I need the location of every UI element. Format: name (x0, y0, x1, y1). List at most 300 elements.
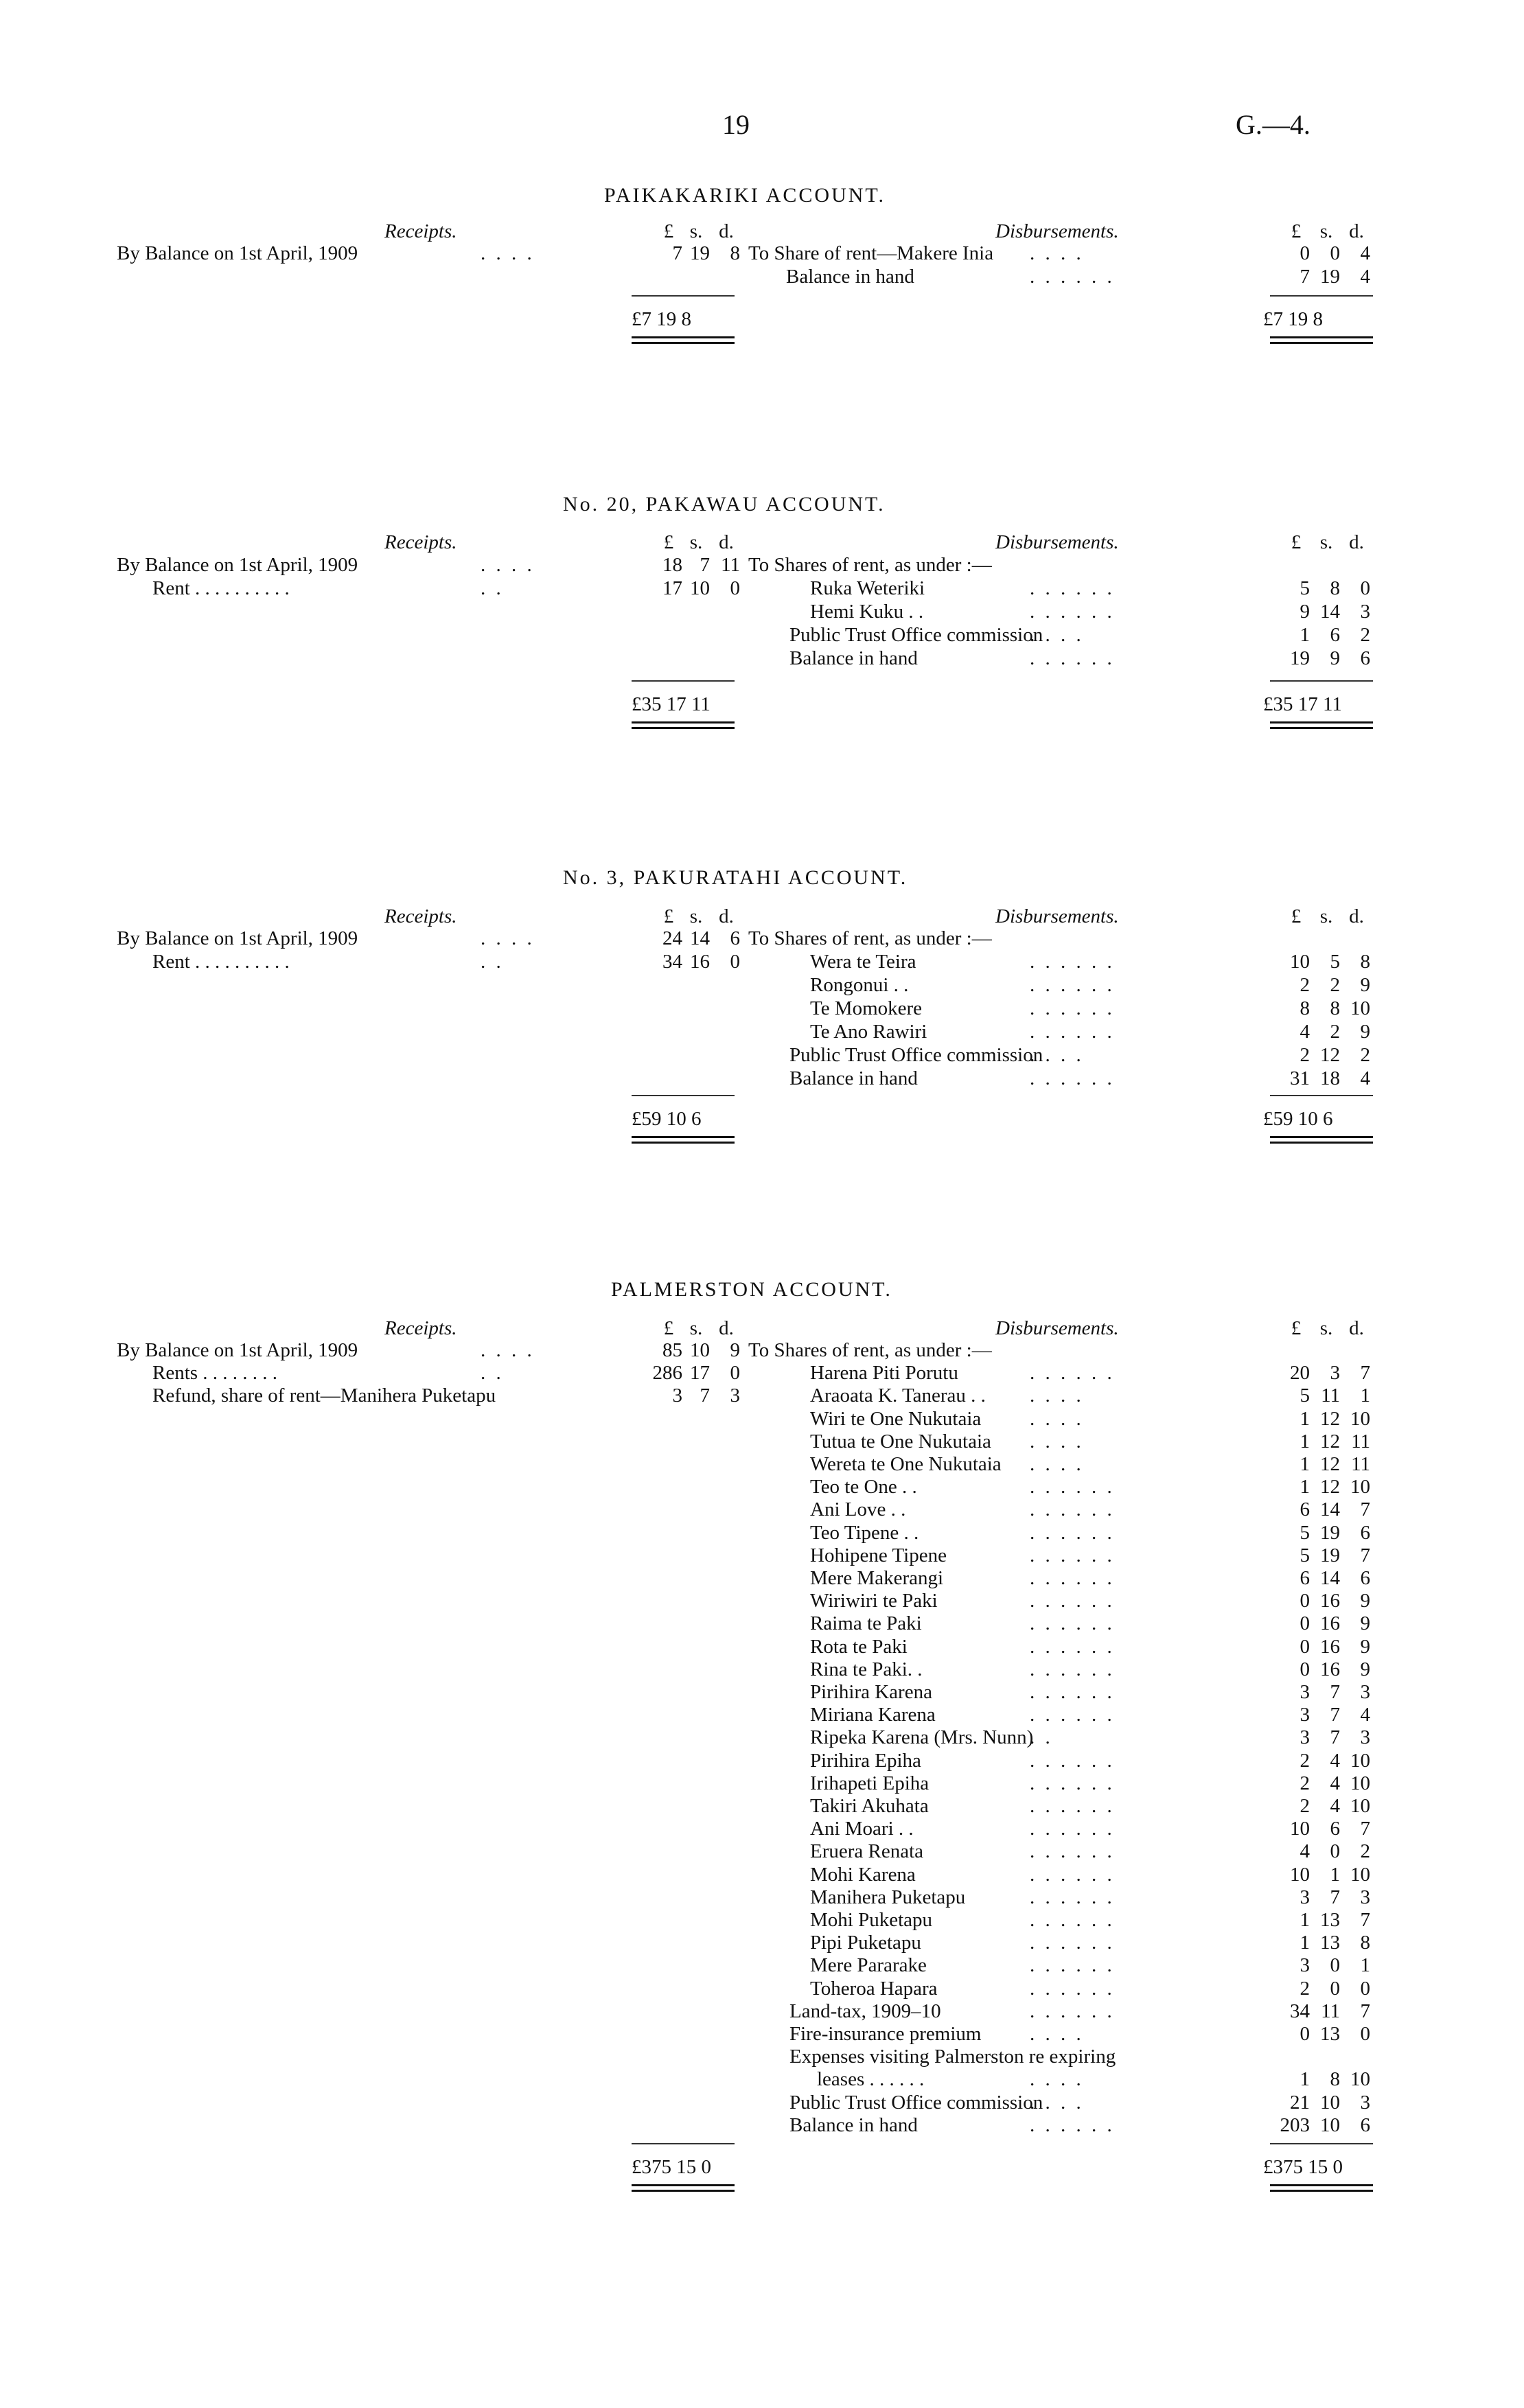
disb-money-head-shillings: s. (1319, 531, 1333, 553)
disbursement-amount-shillings: 16 (1320, 1612, 1340, 1635)
disbursement-leader: . . . . (1030, 242, 1084, 264)
disbursement-amount-pounds: 0 (1300, 2023, 1310, 2045)
receipts-total: £375 15 0 (632, 2156, 711, 2178)
receipt-amount-pence: 11 (721, 554, 740, 576)
receipts-subtotal-rule (632, 295, 735, 297)
disbursement-amount-shillings: 2 (1330, 974, 1340, 996)
disbursement-text: Ani Moari . . (810, 1818, 914, 1840)
disbursement-amount-pence: 7 (1360, 1362, 1370, 1385)
disbursement-amount-pounds: 1 (1300, 624, 1310, 646)
disbursement-amount-pence: 0 (1360, 2023, 1370, 2045)
disbursements-total-double-rule (1270, 727, 1373, 729)
receipts-total: £7 19 8 (632, 308, 691, 330)
disbursement-amount-shillings: 7 (1330, 1726, 1340, 1749)
disbursement-leader: . . . . . . (1030, 1612, 1115, 1635)
receipts-heading: Receipts. (384, 531, 457, 553)
disbursement-leader: . . . . . . (1030, 1932, 1115, 1954)
disbursement-amount-pounds: 2 (1300, 974, 1310, 996)
receipts-total-double-rule (632, 2184, 735, 2186)
receipts-money-head-shillings: s. (689, 905, 703, 927)
disbursement-text: Manihera Puketapu (810, 1886, 966, 1908)
disbursement-text: Expenses visiting Palmerston re expiring (789, 2046, 1116, 2068)
disbursement-leader: . . . . . . (1030, 1795, 1115, 1817)
disbursement-leader: . . . . . . (1030, 1067, 1115, 1089)
disbursements-total-double-rule (1270, 1142, 1373, 1144)
disbursement-leader: . . . . . . (1030, 2114, 1115, 2136)
disbursement-text: Mere Makerangi (810, 1567, 944, 1589)
disbursement-amount-pounds: 1 (1300, 1407, 1310, 1430)
receipts-money-head-pounds: £ (663, 531, 674, 553)
disbursement-leader: . . . . . . (1030, 1818, 1115, 1840)
receipt-amount-shillings: 7 (700, 1385, 710, 1407)
disbursement-text: Rina te Paki. . (810, 1658, 923, 1680)
disbursement-leader: . . . . . . (1030, 1681, 1115, 1703)
disbursement-amount-shillings: 1 (1330, 1863, 1340, 1886)
disbursement-amount-pounds: 6 (1300, 1567, 1310, 1589)
disbursement-amount-pounds: 5 (1300, 1385, 1310, 1407)
disbursement-amount-shillings: 13 (1320, 2023, 1340, 2045)
disbursement-amount-pence: 2 (1360, 624, 1370, 646)
receipts-money-head-shillings: s. (689, 1317, 703, 1339)
disbursement-amount-pounds: 1 (1300, 2068, 1310, 2091)
disbursement-leader: . . . . . . (1030, 1635, 1115, 1658)
disbursement-amount-shillings: 12 (1320, 1044, 1340, 1066)
receipt-leader: . . (481, 951, 504, 973)
receipt-text: By Balance on 1st April, 1909 (117, 554, 358, 576)
disbursements-total-double-rule (1270, 2184, 1373, 2186)
disbursements-total-double-rule (1270, 721, 1373, 723)
disbursement-amount-pounds: 1 (1300, 1909, 1310, 1931)
disbursements-subtotal-rule (1270, 1095, 1373, 1096)
disbursement-text: Toheroa Hapara (810, 1977, 938, 2000)
receipts-total-double-rule (632, 1136, 735, 1138)
receipt-amount-pounds: 85 (662, 1339, 682, 1361)
disbursement-leader: . . . . . . (1030, 1498, 1115, 1521)
disbursement-amount-shillings: 4 (1330, 1772, 1340, 1794)
receipts-money-head-pounds: £ (663, 220, 674, 242)
disbursement-leader: . . . . . . (1030, 1021, 1115, 1043)
disbursement-amount-shillings: 7 (1330, 1704, 1340, 1726)
disb-money-head-pounds: £ (1291, 1317, 1302, 1339)
disbursement-amount-shillings: 12 (1320, 1430, 1340, 1452)
disbursement-leader: . . . . . . (1030, 1704, 1115, 1726)
disbursement-leader: . . . . (1030, 1453, 1084, 1475)
disbursements-total-double-rule (1270, 336, 1373, 338)
disbursement-text: Te Momokere (810, 997, 923, 1019)
disbursement-amount-pounds: 0 (1300, 1590, 1310, 1612)
disbursement-leader: . . . . . . (1030, 601, 1115, 623)
disbursement-leader: . . . . (1030, 2091, 1084, 2114)
disbursement-text: Balance in hand (789, 1067, 918, 1089)
disbursement-amount-pence: 9 (1360, 1590, 1370, 1612)
disbursement-leader: . . . . (1030, 1430, 1084, 1452)
disbursement-amount-pounds: 31 (1290, 1067, 1310, 1089)
receipts-total-double-rule (632, 2190, 735, 2192)
receipts-money-head-pence: d. (719, 220, 734, 242)
receipt-amount-pounds: 24 (662, 927, 682, 949)
receipts-subtotal-rule (632, 2143, 735, 2144)
disb-money-head-shillings: s. (1319, 220, 1333, 242)
receipt-text: Rent . . . . . . . . . . (152, 577, 290, 599)
disbursement-amount-shillings: 13 (1320, 1932, 1340, 1954)
receipt-amount-pence: 6 (730, 927, 740, 949)
disbursement-amount-pounds: 3 (1300, 1681, 1310, 1703)
receipt-text: Rents . . . . . . . . (152, 1362, 278, 1385)
disbursement-text: Pirihira Epiha (810, 1749, 921, 1772)
disbursement-amount-shillings: 16 (1320, 1658, 1340, 1680)
disbursement-text: Ruka Weteriki (810, 577, 925, 599)
disbursement-text: Eruera Renata (810, 1840, 924, 1863)
disbursement-amount-pence: 7 (1360, 2000, 1370, 2022)
disbursement-amount-pence: 2 (1360, 1044, 1370, 1066)
receipts-money-head-pounds: £ (663, 1317, 674, 1339)
disbursement-amount-pence: 7 (1360, 1498, 1370, 1521)
disb-money-head-pence: d. (1349, 1317, 1364, 1339)
receipt-amount-pounds: 18 (662, 554, 682, 576)
page-reference: G.—4. (1236, 109, 1311, 140)
disbursement-leader: . . . . . . (1030, 1840, 1115, 1863)
disbursement-amount-shillings: 14 (1320, 601, 1340, 623)
disbursements-subtotal-rule (1270, 680, 1373, 682)
disbursement-amount-pounds: 5 (1300, 577, 1310, 599)
receipt-amount-pence: 0 (730, 1362, 740, 1385)
disbursement-text: Balance in hand (786, 266, 914, 288)
disbursement-leader: . . . . . . (1030, 1977, 1115, 2000)
receipts-money-head-pence: d. (719, 1317, 734, 1339)
disbursement-amount-pence: 10 (1350, 1795, 1370, 1817)
disbursement-amount-pence: 10 (1350, 1407, 1370, 1430)
disbursement-amount-shillings: 0 (1330, 1977, 1340, 2000)
receipt-amount-pence: 0 (730, 951, 740, 973)
disbursement-amount-pounds: 1 (1300, 1430, 1310, 1452)
disbursement-amount-pence: 10 (1350, 1476, 1370, 1498)
disbursement-text: Hemi Kuku . . (810, 601, 924, 623)
disbursement-amount-pence: 7 (1360, 1818, 1370, 1840)
disbursement-amount-shillings: 19 (1320, 1544, 1340, 1566)
disbursements-subtotal-rule (1270, 295, 1373, 297)
disbursement-amount-shillings: 14 (1320, 1498, 1340, 1521)
disbursement-amount-shillings: 12 (1320, 1407, 1340, 1430)
receipt-leader: . . (481, 1362, 504, 1385)
disbursement-amount-pounds: 5 (1300, 1521, 1310, 1544)
receipt-text: By Balance on 1st April, 1909 (117, 927, 358, 949)
disbursement-leader: . . . . . . (1030, 647, 1115, 669)
disbursement-amount-pounds: 2 (1300, 1044, 1310, 1066)
receipt-text: Rent . . . . . . . . . . (152, 951, 290, 973)
disbursement-amount-pence: 7 (1360, 1909, 1370, 1931)
disbursement-amount-shillings: 10 (1320, 2114, 1340, 2136)
disbursement-leader: . . . . (1030, 1044, 1084, 1066)
disbursements-heading: Disbursements. (995, 905, 1119, 927)
receipt-amount-pounds: 3 (672, 1385, 682, 1407)
disbursement-text: Balance in hand (789, 647, 918, 669)
receipt-amount-pounds: 286 (652, 1362, 682, 1385)
disbursement-amount-shillings: 4 (1330, 1795, 1340, 1817)
disbursement-leader: . . . . . . (1030, 2000, 1115, 2022)
disbursement-text: Fire-insurance premium (789, 2023, 982, 2045)
disbursement-amount-pence: 4 (1360, 242, 1370, 264)
disbursements-heading: Disbursements. (995, 1317, 1119, 1339)
disbursement-amount-pounds: 2 (1300, 1795, 1310, 1817)
receipt-amount-pounds: 17 (662, 577, 682, 599)
disbursement-leader: . . . . (1030, 1407, 1084, 1430)
disbursement-leader: . . . . . . (1030, 1362, 1115, 1385)
disbursement-leader: . . . . . . (1030, 1567, 1115, 1589)
receipts-total-double-rule (632, 721, 735, 723)
receipts-money-head-shillings: s. (689, 531, 703, 553)
disbursement-text: To Share of rent—Makere Inia (748, 242, 994, 264)
account-title: PALMERSTON ACCOUNT. (611, 1278, 892, 1301)
disbursement-text: Mohi Karena (810, 1863, 916, 1886)
disbursement-amount-pounds: 19 (1290, 647, 1310, 669)
disbursement-amount-pence: 3 (1360, 1681, 1370, 1703)
disbursement-amount-pounds: 0 (1300, 1612, 1310, 1635)
disbursement-amount-shillings: 19 (1320, 266, 1340, 288)
receipts-money-head-shillings: s. (689, 220, 703, 242)
disbursement-text: Pirihira Karena (810, 1681, 932, 1703)
disbursement-amount-pounds: 4 (1300, 1840, 1310, 1863)
disbursement-amount-shillings: 19 (1320, 1521, 1340, 1544)
receipts-money-head-pence: d. (719, 531, 734, 553)
disbursement-text: To Shares of rent, as under :— (748, 1339, 992, 1361)
receipts-total: £59 10 6 (632, 1108, 702, 1130)
disbursement-amount-pounds: 10 (1290, 1818, 1310, 1840)
disbursement-amount-shillings: 16 (1320, 1635, 1340, 1658)
disbursement-amount-shillings: 11 (1321, 1385, 1340, 1407)
disb-money-head-pounds: £ (1291, 531, 1302, 553)
disbursement-text: Takiri Akuhata (810, 1795, 929, 1817)
disbursement-amount-pence: 8 (1360, 1932, 1370, 1954)
page-number: 19 (722, 109, 750, 140)
disbursement-amount-pence: 10 (1350, 997, 1370, 1019)
disbursement-amount-pence: 11 (1351, 1430, 1370, 1452)
disbursements-total-double-rule (1270, 1136, 1373, 1138)
disbursement-text: Hohipene Tipene (810, 1544, 947, 1566)
disbursement-amount-pounds: 1 (1300, 1932, 1310, 1954)
disbursement-amount-pounds: 1 (1300, 1453, 1310, 1475)
disbursement-amount-pence: 0 (1360, 577, 1370, 599)
disbursements-heading: Disbursements. (995, 220, 1119, 242)
disbursement-text: Mere Pararake (810, 1954, 927, 1977)
disbursement-amount-pounds: 7 (1300, 266, 1310, 288)
receipt-text: Refund, share of rent—Manihera Puketapu (152, 1385, 496, 1407)
disbursement-leader: . . . . . . (1030, 1476, 1115, 1498)
disbursement-text: Public Trust Office commission (789, 1044, 1043, 1066)
disbursement-leader: . . . . . . (1030, 1954, 1115, 1977)
disbursement-leader: . . . . . . (1030, 1909, 1115, 1931)
receipt-amount-pounds: 34 (662, 951, 682, 973)
disbursements-total: £59 10 6 (1263, 1108, 1333, 1130)
disbursement-amount-pence: 6 (1360, 647, 1370, 669)
disbursement-amount-pounds: 0 (1300, 1635, 1310, 1658)
disb-money-head-pounds: £ (1291, 220, 1302, 242)
disbursements-subtotal-rule (1270, 2143, 1373, 2144)
disb-money-head-pence: d. (1349, 531, 1364, 553)
receipt-amount-pence: 8 (730, 242, 740, 264)
disbursement-text: Rota te Paki (810, 1635, 908, 1658)
disbursement-amount-pence: 9 (1360, 974, 1370, 996)
disbursement-leader: . . . . . . (1030, 266, 1115, 288)
disbursement-amount-pence: 10 (1350, 1749, 1370, 1772)
disbursement-amount-pence: 1 (1360, 1385, 1370, 1407)
disbursement-amount-pence: 9 (1360, 1612, 1370, 1635)
receipt-amount-shillings: 10 (690, 1339, 710, 1361)
disbursement-leader: . . . . (1030, 2023, 1084, 2045)
disbursement-text: Teo Tipene . . (810, 1521, 919, 1544)
disbursement-amount-shillings: 5 (1330, 951, 1340, 973)
disbursement-text: Public Trust Office commission (789, 2091, 1043, 2114)
disbursement-amount-shillings: 12 (1320, 1453, 1340, 1475)
disbursement-text: Public Trust Office commission (789, 624, 1043, 646)
disbursement-amount-pounds: 3 (1300, 1954, 1310, 1977)
receipts-total-double-rule (632, 727, 735, 729)
disbursement-text: Pipi Puketapu (810, 1932, 921, 1954)
disbursement-text: Tutua te One Nukutaia (810, 1430, 991, 1452)
disb-money-head-pounds: £ (1291, 905, 1302, 927)
disbursement-text: Land-tax, 1909–10 (789, 2000, 941, 2022)
receipt-amount-shillings: 7 (700, 554, 710, 576)
receipt-text: By Balance on 1st April, 1909 (117, 1339, 358, 1361)
receipt-amount-pence: 0 (730, 577, 740, 599)
disbursement-leader: . . . . . . (1030, 974, 1115, 996)
disbursement-amount-pounds: 3 (1300, 1886, 1310, 1908)
disbursements-total-double-rule (1270, 2190, 1373, 2192)
account-title: PAIKAKARIKI ACCOUNT. (604, 184, 886, 207)
disbursement-amount-shillings: 14 (1320, 1567, 1340, 1589)
disbursement-amount-pounds: 2 (1300, 1977, 1310, 2000)
disbursement-amount-shillings: 11 (1321, 2000, 1340, 2022)
receipt-leader: . . . . (481, 554, 535, 576)
disbursement-amount-pounds: 3 (1300, 1726, 1310, 1749)
disb-money-head-pence: d. (1349, 220, 1364, 242)
receipt-amount-shillings: 10 (690, 577, 710, 599)
disbursement-amount-pence: 3 (1360, 1726, 1370, 1749)
disbursement-text: Ripeka Karena (Mrs. Nunn) (810, 1726, 1034, 1749)
disbursement-text: Teo te One . . (810, 1476, 917, 1498)
receipt-amount-shillings: 17 (690, 1362, 710, 1385)
disbursement-amount-pence: 10 (1350, 1772, 1370, 1794)
disbursement-text: To Shares of rent, as under :— (748, 927, 992, 949)
disbursement-amount-pounds: 10 (1290, 951, 1310, 973)
disbursement-text: Wiri te One Nukutaia (810, 1407, 982, 1430)
disbursement-amount-pence: 4 (1360, 1067, 1370, 1089)
disbursement-amount-pence: 6 (1360, 1567, 1370, 1589)
receipts-money-head-pounds: £ (663, 905, 674, 927)
disbursement-leader: . . . . (1030, 624, 1084, 646)
disb-money-head-pence: d. (1349, 905, 1364, 927)
disbursement-leader: . . . . . . (1030, 1886, 1115, 1908)
receipts-heading: Receipts. (384, 220, 457, 242)
disbursement-amount-pence: 4 (1360, 266, 1370, 288)
disbursement-amount-pence: 10 (1350, 2068, 1370, 2091)
disbursement-text: Wiriwiri te Paki (810, 1590, 938, 1612)
disbursement-amount-pence: 3 (1360, 2091, 1370, 2114)
disbursement-amount-pounds: 20 (1290, 1362, 1310, 1385)
disbursement-text: Irihapeti Epiha (810, 1772, 930, 1794)
disbursement-text: Wereta te One Nukutaia (810, 1453, 1002, 1475)
receipt-amount-shillings: 14 (690, 927, 710, 949)
disbursement-amount-shillings: 4 (1330, 1749, 1340, 1772)
receipt-amount-pounds: 7 (672, 242, 682, 264)
disbursement-text: Te Ano Rawiri (810, 1021, 927, 1043)
receipts-total-double-rule (632, 1142, 735, 1144)
disbursement-text: Rongonui . . (810, 974, 909, 996)
disbursement-text: Harena Piti Porutu (810, 1362, 958, 1385)
disbursement-amount-pounds: 8 (1300, 997, 1310, 1019)
disbursement-leader: . . . . . . (1030, 1521, 1115, 1544)
disbursement-amount-shillings: 8 (1330, 2068, 1340, 2091)
account-title: No. 3, PAKURATAHI ACCOUNT. (563, 866, 908, 889)
disbursement-amount-shillings: 13 (1320, 1909, 1340, 1931)
disbursement-text: To Shares of rent, as under :— (748, 554, 992, 576)
receipts-total-double-rule (632, 336, 735, 338)
disbursement-amount-pence: 1 (1360, 1954, 1370, 1977)
disbursement-amount-pence: 9 (1360, 1635, 1370, 1658)
disbursement-amount-pence: 9 (1360, 1021, 1370, 1043)
disbursement-amount-pence: 2 (1360, 1840, 1370, 1863)
disbursement-amount-pounds: 21 (1290, 2091, 1310, 2114)
disbursement-text: Mohi Puketapu (810, 1909, 933, 1931)
disbursement-amount-pence: 6 (1360, 1521, 1370, 1544)
disbursements-heading: Disbursements. (995, 531, 1119, 553)
disbursement-amount-shillings: 7 (1330, 1886, 1340, 1908)
receipts-subtotal-rule (632, 680, 735, 682)
receipts-subtotal-rule (632, 1095, 735, 1096)
disbursements-total: £375 15 0 (1263, 2156, 1343, 2178)
disbursement-leader: . . (1030, 1726, 1053, 1749)
disbursement-amount-pounds: 6 (1300, 1498, 1310, 1521)
disbursement-amount-shillings: 12 (1320, 1476, 1340, 1498)
disbursement-text: Balance in hand (789, 2114, 918, 2136)
disbursement-amount-pounds: 1 (1300, 1476, 1310, 1498)
disbursement-amount-shillings: 6 (1330, 1818, 1340, 1840)
disbursements-total-double-rule (1270, 342, 1373, 344)
disbursement-amount-pence: 11 (1351, 1453, 1370, 1475)
receipt-amount-pence: 3 (730, 1385, 740, 1407)
disbursement-amount-pounds: 2 (1300, 1749, 1310, 1772)
disbursement-leader: . . . . . . (1030, 1863, 1115, 1886)
disbursement-text: Araoata K. Tanerau . . (810, 1385, 986, 1407)
disbursement-amount-pence: 10 (1350, 1863, 1370, 1886)
disbursement-text: Raima te Paki (810, 1612, 922, 1635)
disbursement-amount-pence: 7 (1360, 1544, 1370, 1566)
receipt-text: By Balance on 1st April, 1909 (117, 242, 358, 264)
disbursement-amount-shillings: 9 (1330, 647, 1340, 669)
disbursement-amount-shillings: 2 (1330, 1021, 1340, 1043)
receipts-heading: Receipts. (384, 905, 457, 927)
disbursement-amount-pence: 3 (1360, 1886, 1370, 1908)
disbursement-leader: . . . . (1030, 2068, 1084, 2091)
disbursement-amount-shillings: 0 (1330, 1954, 1340, 1977)
disbursement-text: leases . . . . . . (817, 2068, 925, 2091)
receipt-leader: . . (481, 577, 504, 599)
disbursement-amount-pence: 8 (1360, 951, 1370, 973)
receipt-leader: . . . . (481, 1339, 535, 1361)
disbursement-leader: . . . . . . (1030, 951, 1115, 973)
receipt-leader: . . . . (481, 927, 535, 949)
disbursement-amount-pounds: 34 (1290, 2000, 1310, 2022)
receipt-amount-shillings: 19 (690, 242, 710, 264)
disbursement-amount-pence: 4 (1360, 1704, 1370, 1726)
disbursement-leader: . . . . . . (1030, 1749, 1115, 1772)
disbursement-amount-shillings: 8 (1330, 997, 1340, 1019)
account-title: No. 20, PAKAWAU ACCOUNT. (563, 493, 886, 516)
disbursement-leader: . . . . . . (1030, 997, 1115, 1019)
receipt-leader: . . . . (481, 242, 535, 264)
disbursement-amount-pence: 9 (1360, 1658, 1370, 1680)
disbursement-amount-shillings: 18 (1320, 1067, 1340, 1089)
disbursement-text: Ani Love . . (810, 1498, 906, 1521)
